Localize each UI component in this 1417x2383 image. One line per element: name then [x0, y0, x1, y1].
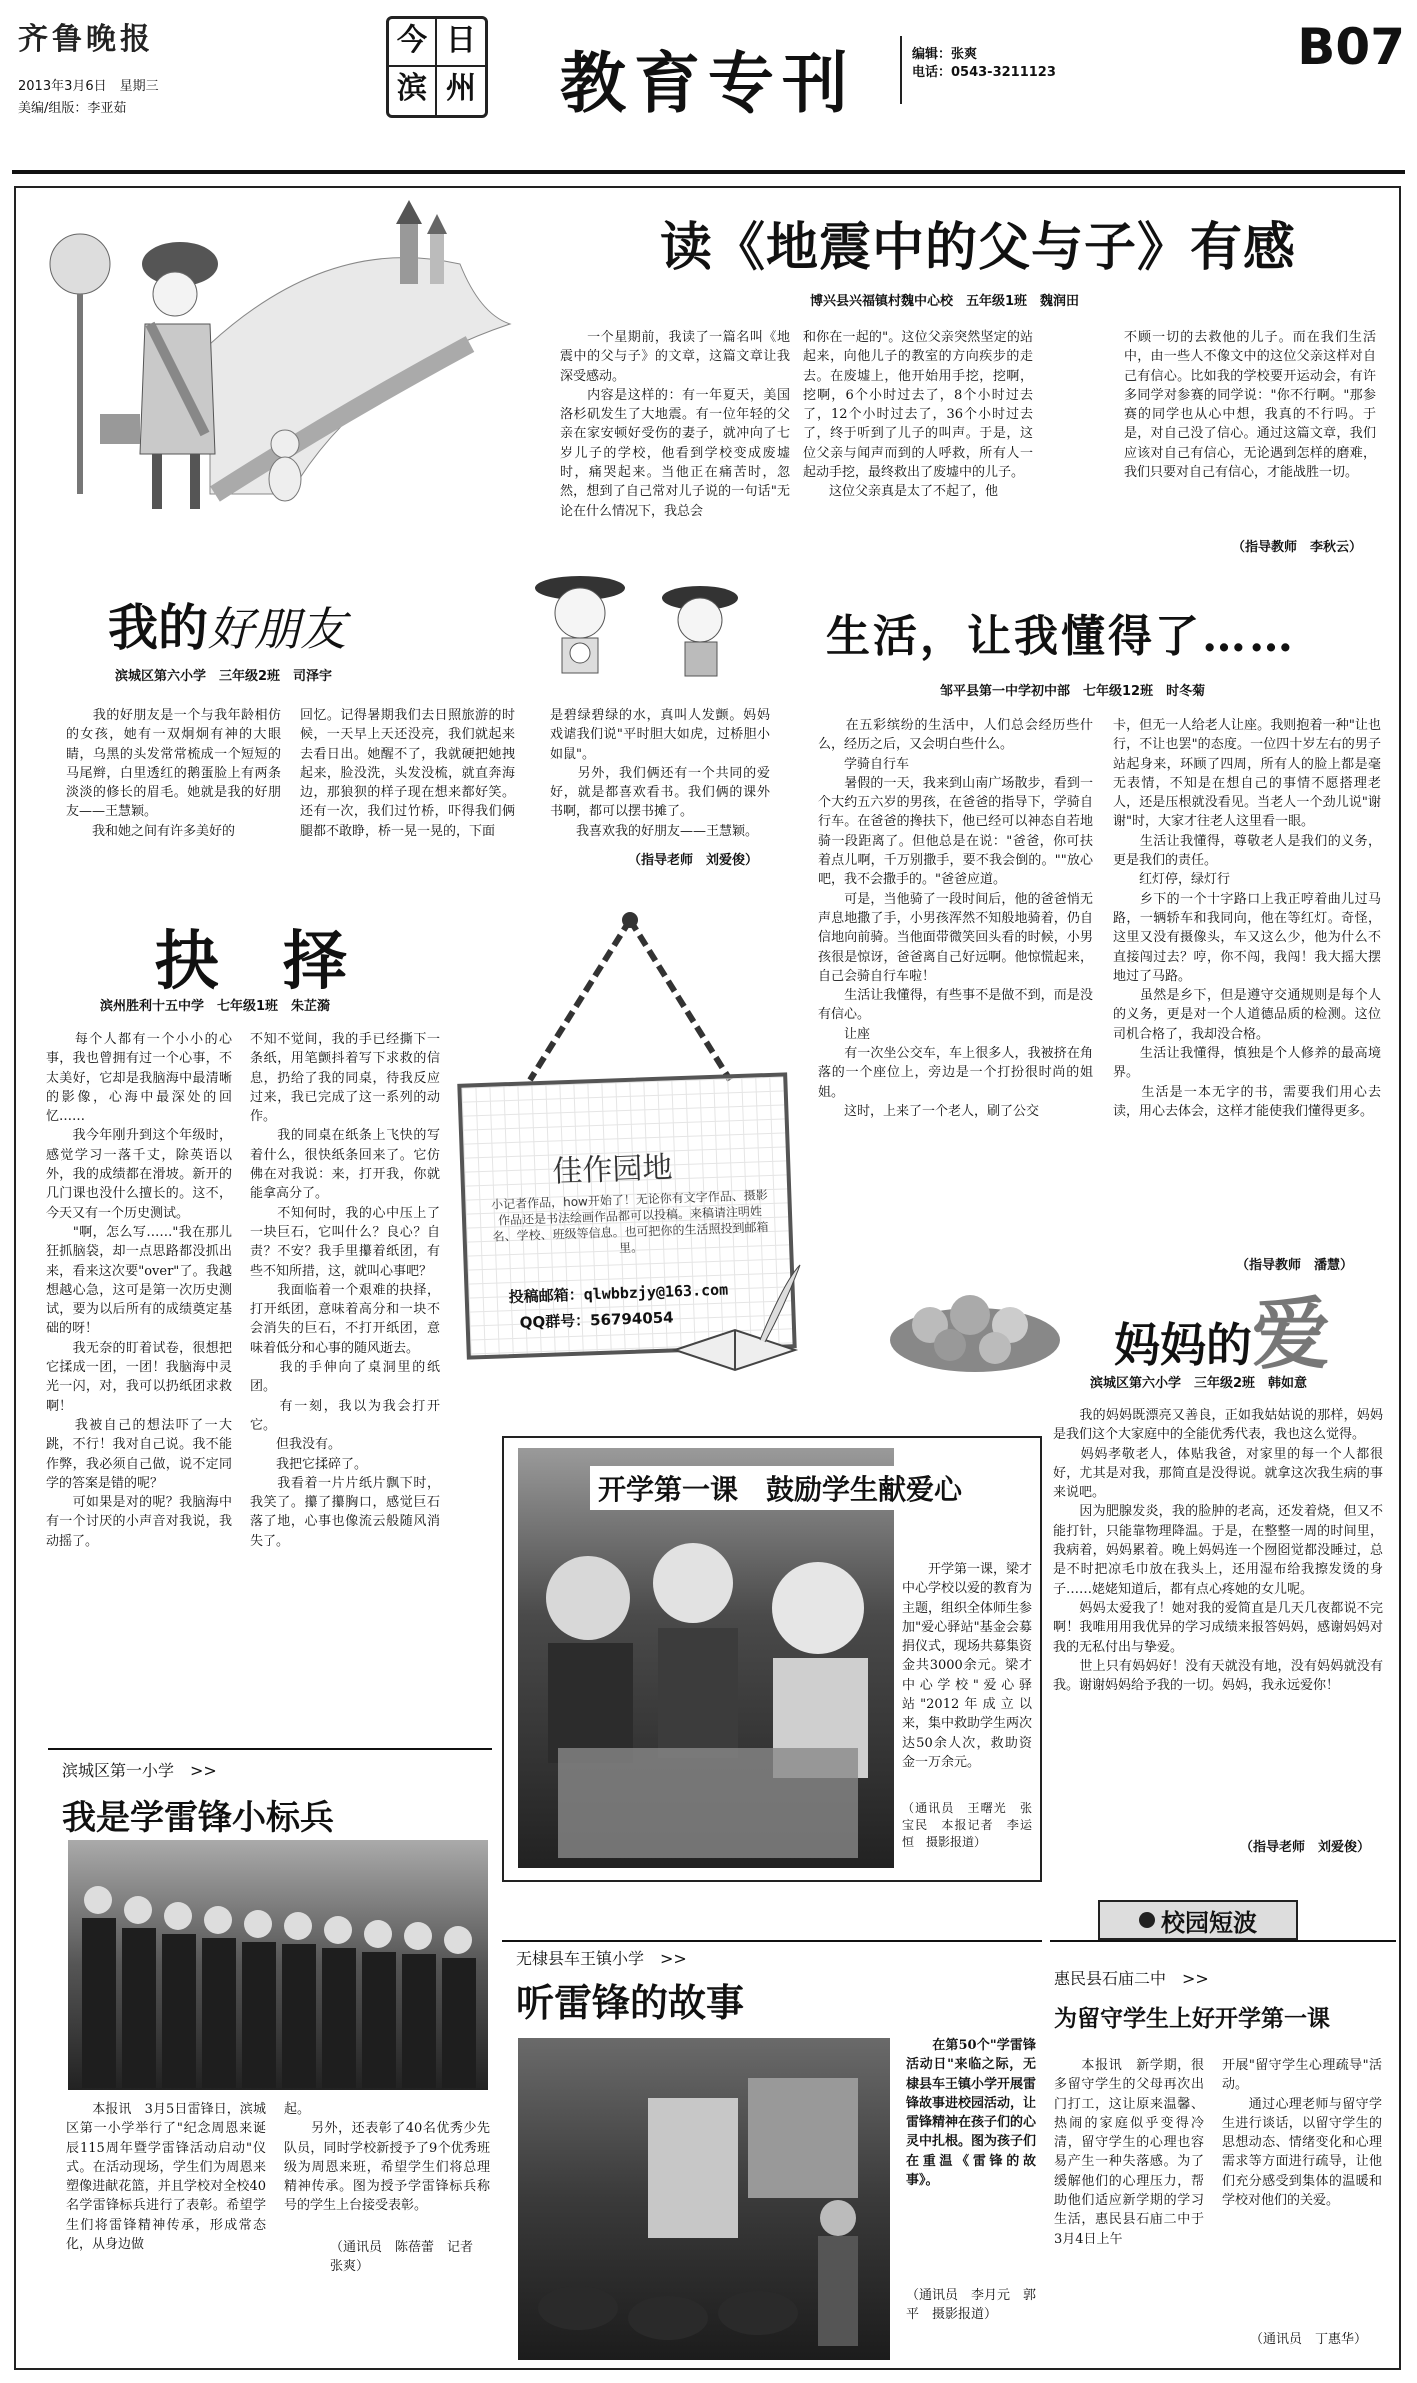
- news2-title: 我是学雷锋小标兵: [62, 1798, 334, 1838]
- paper-name: 齐鲁晚报: [18, 22, 154, 57]
- article4-col2: 不知不觉间，我的手已经撕下一条纸，用笔颤抖着写下求救的信息，扔给了我的同桌，待我反应过来，我已完成了这一系列的动作。 我的同桌在纸条上飞快的写着什么，很快纸条回来了。它仿佛在对我说：来，打开我，你就能拿高分了。 不知何时，我的心中压上了一块巨石，它叫什么？良心？自责？不安？我手里攥着纸团，有些不知所措，这，就叫心事吧？ 我面临着一个艰难的抉择，打开纸团，意味着高分和一块不会消失的巨石，不打开纸团，意味着低分和心事的随风逝去。 我的手伸向了桌洞里的纸团。 有一刻，我以为我会打开它。 但我没有。 我把它揉碎了。 我看着一片片纸片飘下时，我笑了。攥了攥胸口，感觉巨石落了地，心事也像流云般随风消失了。: [250, 1032, 440, 1549]
- article1-col1: 一个星期前，我读了一篇名叫《地震中的父与子》的文章，这篇文章让我深受感动。 内容是这样的：有一年夏天，美国洛杉矶发生了大地震。有一位年轻的父亲在家安顿好受伤的妻子，就冲向了七岁儿子的学校，他看到学校变成废墟时，痛哭起来。当他正在痛苦时，忽然，想到了自己常对儿子说的一句话"无论在什么情况下，我总会: [560, 330, 790, 519]
- news2-col2: 起。 另外，还表彰了40名优秀少先队员，同时学校新授予了9个优秀班级为周恩来班，希望学生们将总理精神传承。图为授予学雷锋标兵称号的学生上台接受表彰。: [284, 2102, 490, 2214]
- article4-col1: 每个人都有一个小小的心事，我也曾拥有过一个心事，不太美好，它却是我脑海中最清晰的影像，心海中最深处的回忆…… 我今年刚升到这个年级时，感觉学习一落千丈，除英语以外，我的成绩都在滑坡。新开的几门课也没什么擅长的。这不，今天又有一个历史测试。 "啊，怎么写……"我在那儿狂抓脑袋，却一点思路都没抓出来，看来这次要"over"了。我越想越心急，这可是第一次历史测试，要为以后所有的成绩奠定基础的呀！ 我无奈的盯着试卷，很想把它揉成一团，一团！我脑海中灵光一闪，对，我可以扔纸团求救啊！ 我被自己的想法吓了一大跳，不行！我对自己说。我不能作弊，我必须自己做，说不定同学的答案是错的呢？ 可如果是对的呢？我脑海中有一个讨厌的小声音对我说，我动摇了。: [46, 1032, 232, 1549]
- news4-section-dot-icon: [1139, 1912, 1155, 1928]
- article5-title-b: 爱: [1252, 1289, 1331, 1380]
- article4-title: 抉 择: [155, 925, 347, 999]
- news3-credit: （通讯员 李月元 郭平 摄影报道）: [906, 2288, 1037, 2323]
- article5-title: [1114, 1272, 1330, 1384]
- kids-illustration: [520, 568, 770, 698]
- news1-photo-figures: [518, 1448, 894, 1868]
- article2-col3: 是碧绿碧绿的水，真叫人发颤。妈妈戏谑我们说"平时胆大如虎，过桥胆小如鼠"。 另外，我们俩还有一个共同的爱好，就是都喜欢看书。我们俩的课外书啊，都可以摆书摊了。 我喜欢我的好朋友——王慧颖。: [550, 708, 770, 839]
- news4-title: 为留守学生上好开学第一课: [1054, 2006, 1330, 2032]
- news2-col1: 本报讯 3月5日雷锋日，滨城区第一小学举行了"纪念周恩来诞辰115周年暨学雷锋活动启动"仪式。在活动现场，学生们为周恩来塑像进献花篮，并且学校对全校40名学雷锋标兵进行了表彰。希望学生们将雷锋精神传承，形成常态化，从身边做: [66, 2102, 266, 2253]
- article2-title: [108, 588, 346, 660]
- masthead-rule: [12, 170, 1405, 174]
- article5-byline: 滨城区第六小学 三年级2班 韩如意: [1090, 1376, 1308, 1391]
- article2-title-b: 好朋友: [208, 602, 346, 656]
- article3-title: 生活，让我懂得了……: [826, 611, 1296, 662]
- news2-kicker: 滨城区第一小学 >>: [62, 1761, 217, 1780]
- book-quill-icon: [665, 1260, 805, 1380]
- news3-kicker: 无棣县车王镇小学 >>: [516, 1949, 687, 1968]
- editor-info-box: [900, 36, 1060, 104]
- news2-top-rule: [48, 1748, 492, 1750]
- news3-title: 听雷锋的故事: [516, 1981, 745, 2025]
- article2-col2: 回忆。记得暑期我们去日照旅游的时候，一天早上天还没亮，我们就起来去看日出。她醒不了，我就硬把她拽起来，脸没洗，头发没梳，就直奔海边，那狼狈的样子现在想来都好笑。还有一次，我们过竹桥，吓得我们俩腿都不敢睁，桥一晃一晃的，下面: [300, 708, 515, 839]
- news3-body: 在第50个"学雷锋活动日"来临之际，无棣县车王镇小学开展雷锋故事进校园活动，让雷锋精神在孩子们的心灵中扎根。图为孩子们在重温《雷锋的故事》。: [906, 2038, 1037, 2189]
- article3-col2: 卡，但无一人给老人让座。我则抱着一种"让也行，不让也罢"的态度。一位四十岁左右的男子站起身来，环顾了四周，所有人的脸上都是毫无表情，不知是在想自己的事情不愿搭理老人，还是压根就没看见。当老人一个劲儿说"谢谢"时，大家才往老人这里看一眼。 生活让我懂得，尊敬老人是我们的义务，更是我们的责任。 红灯停，绿灯行 乡下的一个十字路口上我正哼着曲儿过马路，一辆轿车和我同向，他在等红灯。奇怪，这里又没有摄像头，车又这么少，他为什么不直接闯过去？哼，你不闯，我闯！我大摇大摆地过了马路。 虽然是乡下，但是遵守交通规则是每个人的义务，更是对一个人道德品质的检测。这位司机合格了，我却没合格。 生活让我懂得，慎独是个人修养的最高境界。 生活是一本无字的书，需要我们用心去读，用心去体会，这样才能使我们懂得更多。: [1113, 718, 1381, 1119]
- article1-col2: 和你在一起的"。这位父亲突然坚定的站起来，向他儿子的教室的方向疾步的走去。在废墟上，他开始用手挖，挖啊，挖啊，6个小时过去了，8个小时过去了，12个小时过去了，36个小时过去了，终于听到了儿子的叫声。于是，这位父亲与闻声而到的人呼救，所有人一起动手挖，最终救出了废墟中的儿子。 这位父亲真是太了不起了，他: [803, 330, 1033, 500]
- article3-teacher: （指导教师 潘慧）: [1236, 1258, 1354, 1273]
- section-title: 教育专刊: [560, 44, 856, 122]
- article2-col1: 我的好朋友是一个与我年龄相仿的女孩，她有一双炯炯有神的大眼睛，乌黑的头发常常梳成一个短短的马尾辫，白里透红的鹅蛋脸上有两条淡淡的修长的眉毛。她就是我的好朋友——王慧颖。 我和她之间有许多美好的: [66, 708, 281, 839]
- board-qq: QQ群号：56794054: [519, 1308, 674, 1332]
- hanging-chain: [490, 910, 770, 1090]
- article1-title: 读《地震中的父与子》有感: [660, 218, 1297, 278]
- news4-kicker: 惠民县石庙二中 >>: [1054, 1969, 1209, 1988]
- news4-top-rule: [1050, 1940, 1396, 1942]
- article5-body: 我的妈妈既漂亮又善良，正如我姑姑说的那样，妈妈是我们这个大家庭中的全能优秀代表，我也这么觉得。 妈妈孝敬老人，体贴我爸，对家里的每一个人都很好，尤其是对我，那简直是没得说。就拿这次我生病的事来说吧。 因为肥腺发炎，我的脸肿的老高，还发着烧，但又不能打针，只能靠物理降温。于是，在整整一周的时间里，我病着，妈妈累着。晚上妈妈连一个囫囵觉都没睡过，总是不时把凉毛巾放在我头上，还用湿布给我擦发烫的身子……姥姥知道后，都有点心疼她的女儿呢。 妈妈太爱我了！她对我的爱简直是几天几夜都说不完啊！我唯用用我优异的学习成绩来报答妈妈，感谢妈妈对我的无私付出与挚爱。 世上只有妈妈好！没有天就没有地，没有妈妈就没有我。谢谢妈妈给予我的一切。妈妈，我永远爱你！: [1053, 1408, 1383, 1694]
- news4-section-label: [1098, 1900, 1298, 1940]
- girl-illustration: [40, 194, 580, 524]
- news2-photo-students: [68, 1840, 488, 2090]
- news1-body: 开学第一课，梁才中心学校以爱的教育为主题，组织全体师生参加"爱心驿站"基金会募捐仪式，现场共募集资金共3000余元。梁才中心学校"爱心驿站"2012年成立以来，集中救助学生两次达50余人次，救助资金一万余元。: [902, 1562, 1033, 1770]
- news1-photo: [518, 1448, 894, 1868]
- seal-char-2: 日: [437, 19, 485, 67]
- section-phone: 电话：0543-3211123: [912, 65, 1056, 80]
- news4-credit: （通讯员 丁惠华）: [1250, 2332, 1368, 2347]
- article1-teacher: （指导教师 李秋云）: [1232, 540, 1363, 555]
- news2-photo: [68, 1840, 488, 2090]
- masthead: [0, 0, 1417, 170]
- article5-title-a: 妈妈的: [1114, 1318, 1252, 1372]
- board-title: 佳作园地: [551, 1150, 673, 1190]
- news4-col1: 本报讯 新学期，很多留守学生的父母再次出门打工，这让原来温馨、热闹的家庭似乎变得冷清，留守学生的心理也容易产生一种失落感。为了缓解他们的心理压力，帮助他们适应新学期的学习生活，惠民县石庙二中于3月4日上午: [1054, 2058, 1204, 2247]
- article4-byline: 滨州胜利十五中学 七年级1班 朱芷漪: [100, 999, 331, 1014]
- board-text: 小记者作品，how开始了！无论你有文字作品、摄影作品还是书法绘画作品都可以投稿。来稿请注明姓名、学校、班级等信息。也可把你的生活照投到邮箱里。: [490, 1188, 769, 1256]
- news1-title: 开学第一课 鼓励学生献爱心: [590, 1466, 970, 1510]
- article1-col3: 不顾一切的去救他的儿子。而在我们生活中，由一些人不像文中的这位父亲这样对自己有信心。比如我的学校要开运动会，有许多同学对参赛的同学说："你不行啊。"那参赛的同学也从心中想，我真的不行吗。于是，对自己没了信心。通过这篇文章，我们应该对自己有信心，无论遇到怎样的磨难，我们只要对自己有信心，才能战胜一切。: [1124, 330, 1376, 481]
- article2-byline: 滨城区第六小学 三年级2班 司泽宇: [115, 669, 333, 684]
- article3-byline: 邹平县第一中学初中部 七年级12班 时冬菊: [940, 684, 1206, 699]
- article5-teacher: （指导老师 刘爱俊）: [1240, 1840, 1371, 1855]
- news4-section-text: 校园短波: [1161, 1908, 1257, 1937]
- city-seal: [386, 16, 488, 118]
- news3-photo-classroom: [518, 2038, 890, 2360]
- seal-char-4: 州: [446, 71, 476, 106]
- news2-credit: （通讯员 陈蓓蕾 记者 张爽）: [330, 2240, 487, 2274]
- news4-col2: 开展"留守学生心理疏导"活动。 通过心理老师与留守学生进行谈话，以留守学生的思想动态、情绪变化和心理需求等方面进行疏导，让他们充分感受到集体的温暖和学校对他们的关爱。: [1222, 2058, 1382, 2209]
- editor-line: 美编/组版：李亚茹: [18, 101, 127, 116]
- seal-char-3: 滨: [389, 67, 437, 115]
- news3-top-rule: [502, 1940, 1042, 1942]
- flowers-illustration: [880, 1270, 1070, 1380]
- news1-credit: （通讯员 王曙光 张宝民 本报记者 李运恒 摄影报道）: [902, 1801, 1032, 1849]
- article2-teacher: （指导老师 刘爱俊）: [628, 853, 759, 868]
- article3-col1: 在五彩缤纷的生活中，人们总会经历些什么，经历之后，又会明白些什么。 学骑自行车 暑假的一天，我来到山南广场散步，看到一个大约五六岁的男孩，在爸爸的指导下，学骑自行车。在爸爸的搀扶下，他已经可以神态自若地骑一段距离了。但他总是在说："爸爸，你可扶着点儿啊，千万别撒手，要不我会倒的。""放心吧，我不会撒手的。"爸爸应道。 可是，当他骑了一段时间后，他的爸爸悄无声息地撒了手，小男孩浑然不知般地骑着，仍自信地向前骑。当他面带微笑回头看的时候，小男孩很是惊讶，爸爸离自己好远啊。他惊慌起来，自己会骑自行车啦！ 生活让我懂得，有些事不是做不到，而是没有信心。 让座 有一次坐公交车，车上很多人，我被挤在角落的一个座位上，旁边是一个打扮很时尚的姐姐。 这时，上来了一个老人，刷了公交: [818, 718, 1093, 1119]
- issue-date: 2013年3月6日 星期三: [18, 79, 159, 94]
- article2-title-a: 我的: [108, 599, 208, 657]
- seal-char-1: 今: [389, 19, 437, 67]
- article1-byline: 博兴县兴福镇村魏中心校 五年级1班 魏润田: [810, 294, 1080, 309]
- section-editor: 编辑：张爽: [912, 47, 978, 62]
- board-email: 投稿邮箱：qlwbbzjy@163.com: [508, 1280, 729, 1307]
- page-number: B07: [1297, 18, 1405, 76]
- news3-photo: [518, 2038, 890, 2360]
